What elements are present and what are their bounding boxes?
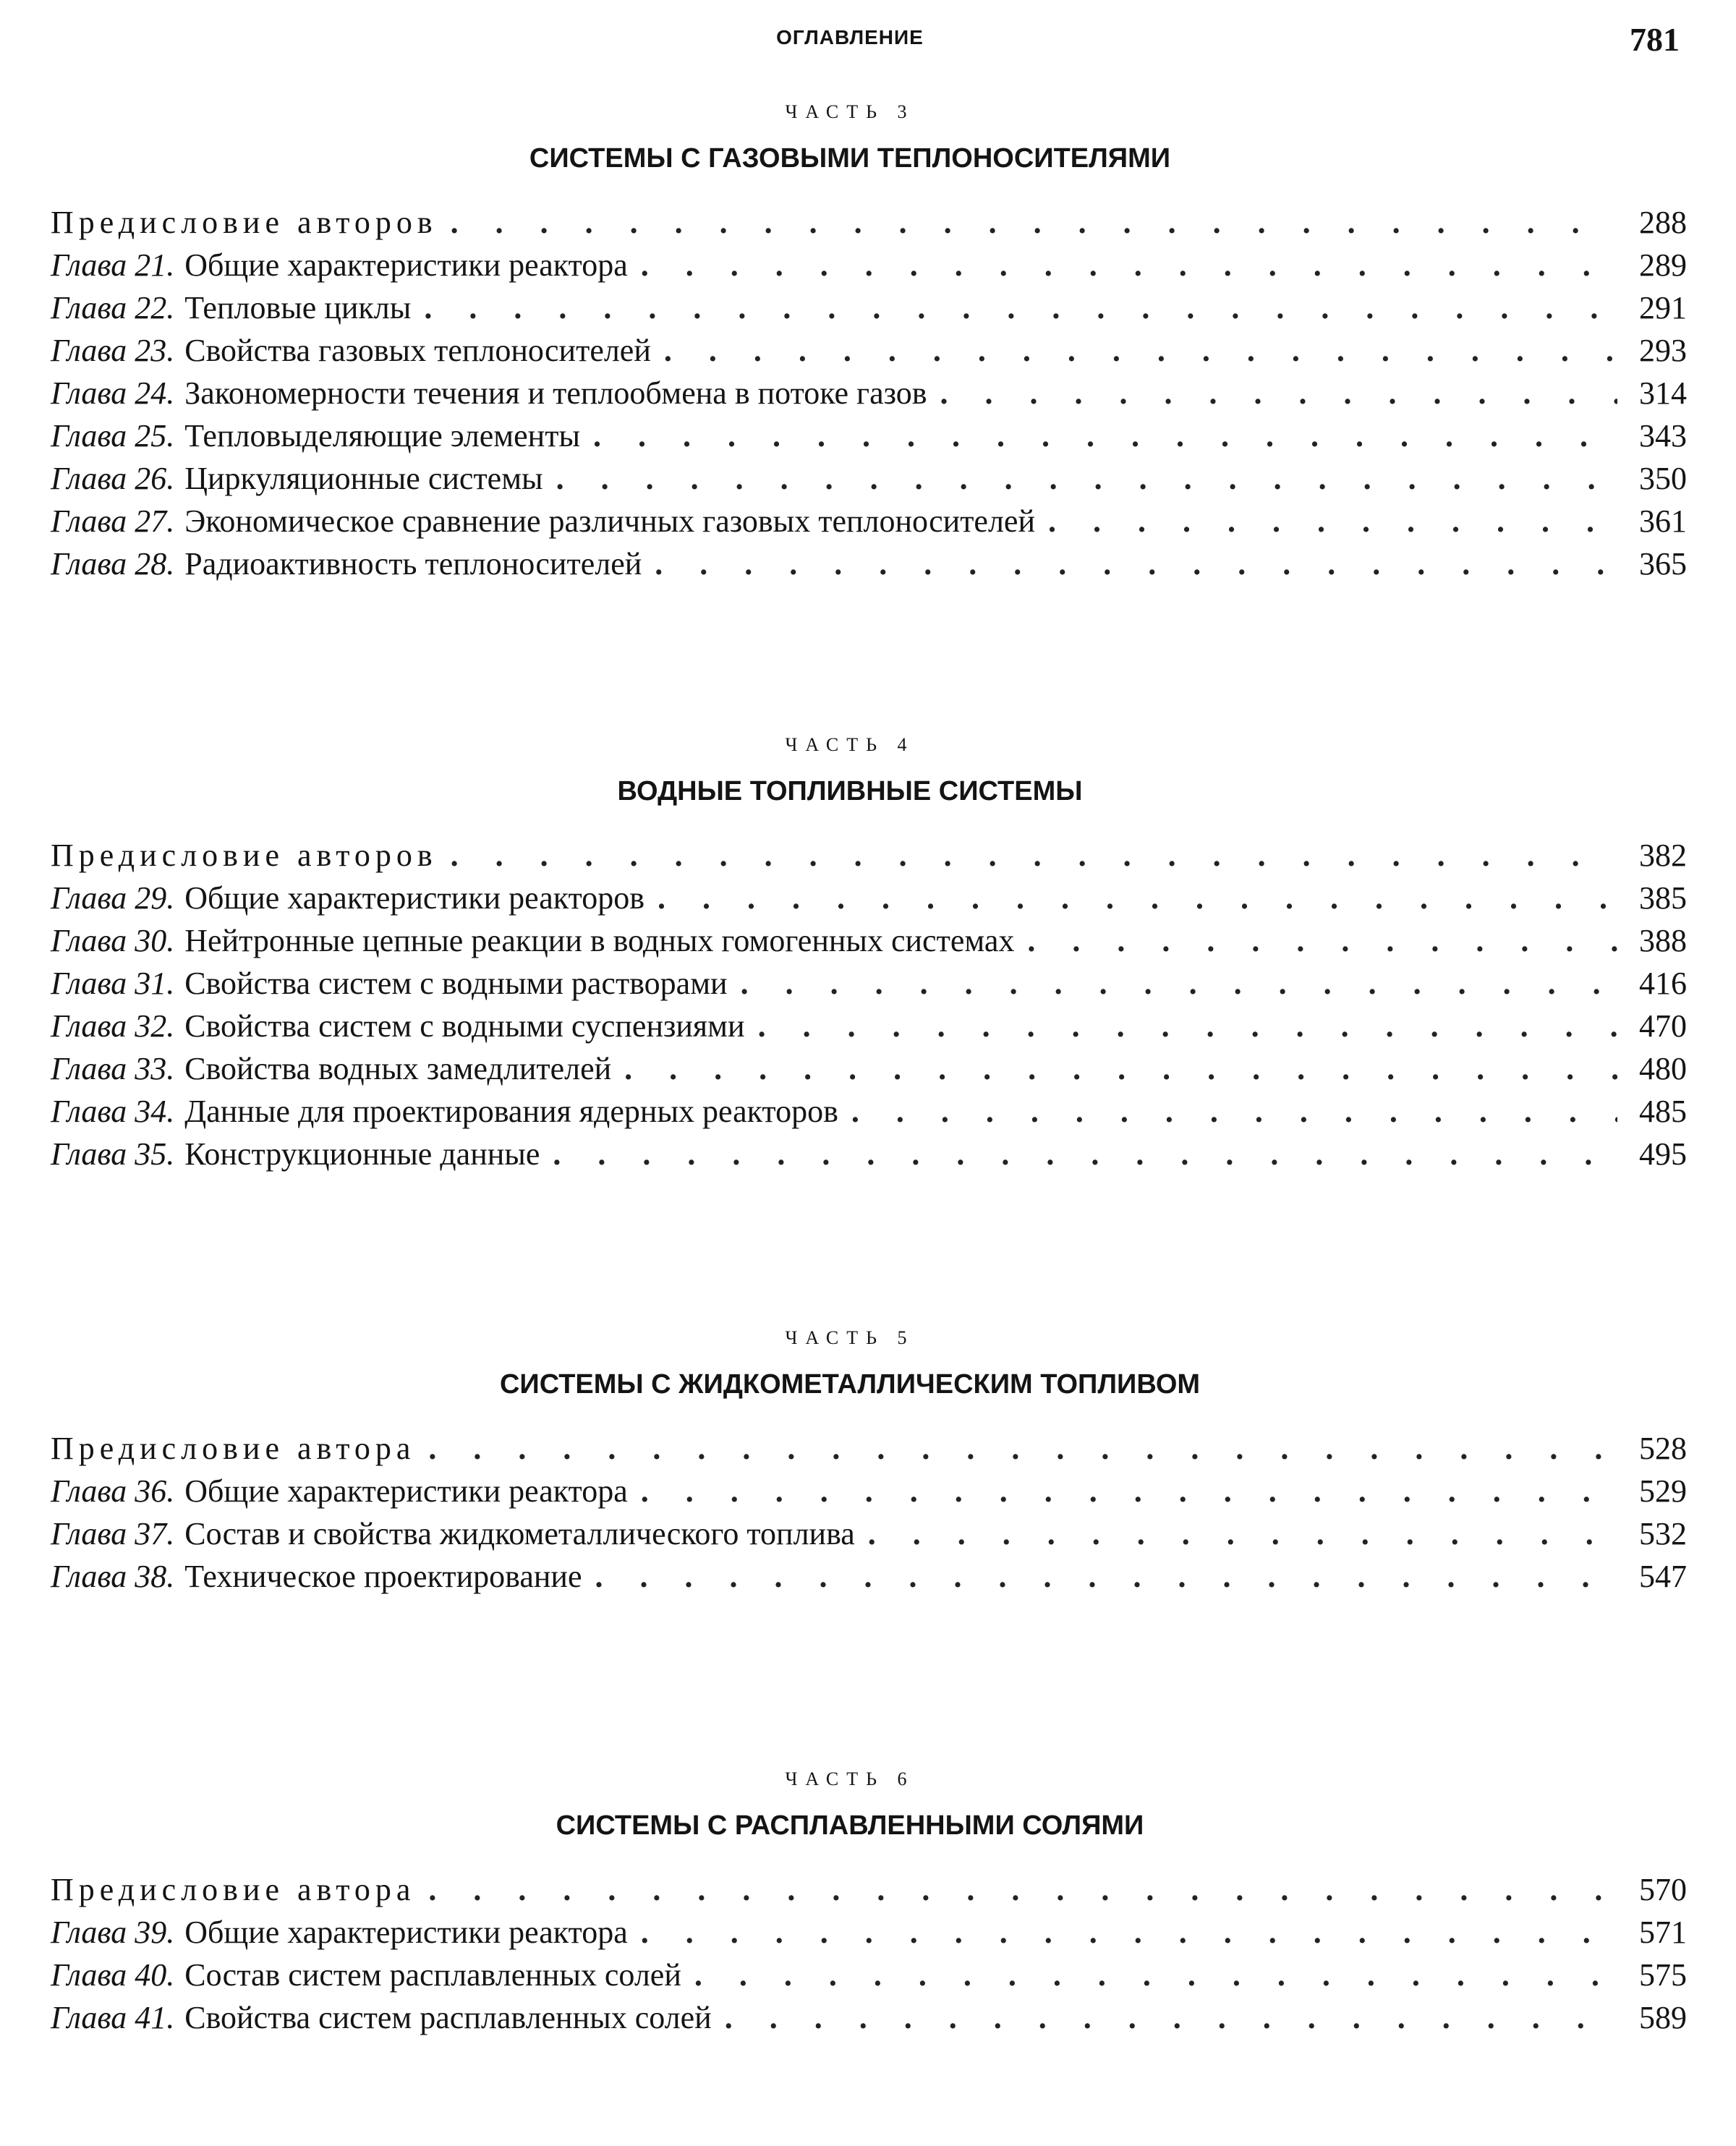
page-ref: 547 (1639, 1559, 1687, 1594)
running-head: ОГЛАВЛЕНИЕ (776, 26, 924, 48)
part-title: СИСТЕМЫ С ГАЗОВЫМИ ТЕПЛОНОСИТЕЛЯМИ (529, 143, 1171, 174)
toc-entry-chapter[interactable] (51, 542, 1687, 585)
chapter-label: Глава 27. (51, 503, 175, 539)
toc-entry-chapter[interactable] (51, 500, 1687, 542)
chapter-label: Глава 26. (51, 461, 175, 496)
chapter-title: Свойства систем с водными суспензиями (184, 1008, 745, 1044)
chapter-label: Глава 33. (51, 1051, 175, 1086)
page-ref: 571 (1639, 1915, 1687, 1950)
dot-leader (1027, 919, 1617, 962)
page-ref: 480 (1639, 1051, 1687, 1086)
dot-leader (1048, 500, 1617, 542)
chapter-title: Техническое проектирование (184, 1559, 582, 1594)
preface-title: Предисловие автора (51, 1872, 416, 1907)
chapter-label: Глава 25. (51, 418, 175, 454)
chapter-title: Общие характеристики реактора (184, 247, 628, 283)
page-ref: 532 (1639, 1516, 1687, 1551)
toc-entry-chapter[interactable] (51, 1954, 1687, 1996)
dot-leader (641, 1470, 1617, 1512)
page-ref: 289 (1639, 247, 1687, 283)
chapter-label: Глава 35. (51, 1136, 175, 1172)
chapter-label: Глава 30. (51, 923, 175, 958)
page-ref: 293 (1639, 333, 1687, 368)
chapter-title: Общие характеристики реакторов (184, 880, 644, 916)
dot-leader (655, 542, 1617, 585)
toc-list (51, 1868, 1687, 2039)
toc-entry-chapter[interactable] (51, 1512, 1687, 1555)
toc-entry-chapter[interactable] (51, 1090, 1687, 1133)
dot-leader (624, 1047, 1617, 1090)
chapter-label: Глава 38. (51, 1559, 175, 1594)
part-label: ЧАСТЬ 5 (785, 1327, 915, 1348)
dot-leader (553, 1133, 1617, 1175)
chapter-label: Глава 24. (51, 375, 175, 411)
page-ref: 343 (1639, 418, 1687, 454)
chapter-title: Свойства систем с водными растворами (184, 966, 728, 1001)
chapter-label: Глава 21. (51, 247, 175, 283)
toc-entry-chapter[interactable] (51, 1133, 1687, 1175)
dot-leader (741, 962, 1617, 1005)
chapter-title: Свойства систем расплавленных солей (184, 2000, 712, 2035)
page-number: 781 (1630, 21, 1680, 58)
chapter-label: Глава 39. (51, 1915, 175, 1950)
dot-leader (940, 372, 1617, 414)
chapter-title: Нейтронные цепные реакции в водных гомогенных системах (184, 923, 1015, 958)
page-ref: 291 (1639, 290, 1687, 325)
dot-leader (664, 329, 1617, 372)
dot-leader (428, 1427, 1617, 1470)
page-ref: 589 (1639, 2000, 1687, 2035)
part-label: ЧАСТЬ 6 (785, 1768, 915, 1789)
dot-leader (593, 414, 1617, 457)
page-ref: 361 (1639, 503, 1687, 539)
chapter-title: Данные для проектирования ядерных реакторов (184, 1094, 838, 1129)
preface-title: Предисловие авторов (51, 205, 438, 240)
chapter-label: Глава 41. (51, 2000, 175, 2035)
page-ref: 495 (1639, 1136, 1687, 1172)
toc-entry-chapter[interactable] (51, 919, 1687, 962)
toc-entry-chapter[interactable] (51, 286, 1687, 329)
page-ref: 528 (1639, 1431, 1687, 1466)
preface-title: Предисловие авторов (51, 838, 438, 873)
dot-leader (451, 834, 1617, 877)
chapter-title: Состав и свойства жидкометаллического топлива (184, 1516, 855, 1551)
toc-entry-chapter[interactable] (51, 1047, 1687, 1090)
chapter-label: Глава 31. (51, 966, 175, 1001)
chapter-title: Тепловыделяющие элементы (184, 418, 581, 454)
chapter-title: Свойства водных замедлителей (184, 1051, 612, 1086)
toc-entry-preface[interactable] (51, 1427, 1687, 1470)
toc-entry-chapter[interactable] (51, 1555, 1687, 1598)
toc-entry-chapter[interactable] (51, 244, 1687, 286)
dot-leader (725, 1996, 1617, 2039)
page-ref: 382 (1639, 838, 1687, 873)
chapter-title: Состав систем расплавленных солей (184, 1957, 681, 1993)
part-label: ЧАСТЬ 4 (785, 734, 915, 755)
chapter-title: Конструкционные данные (184, 1136, 540, 1172)
toc-entry-chapter[interactable] (51, 1470, 1687, 1512)
toc-entry-chapter[interactable] (51, 962, 1687, 1005)
page-header (0, 20, 1736, 78)
dot-leader (428, 1868, 1617, 1911)
toc-entry-chapter[interactable] (51, 457, 1687, 500)
chapter-label: Глава 36. (51, 1473, 175, 1509)
toc-entry-chapter[interactable] (51, 329, 1687, 372)
part-title: СИСТЕМЫ С РАСПЛАВЛЕННЫМИ СОЛЯМИ (556, 1810, 1144, 1841)
dot-leader (424, 286, 1617, 329)
page-ref: 388 (1639, 923, 1687, 958)
toc-list (51, 1427, 1687, 1598)
chapter-label: Глава 40. (51, 1957, 175, 1993)
page-ref: 485 (1639, 1094, 1687, 1129)
page-ref: 365 (1639, 546, 1687, 582)
toc-list (51, 201, 1687, 585)
chapter-label: Глава 29. (51, 880, 175, 916)
dot-leader (658, 877, 1617, 919)
chapter-label: Глава 23. (51, 333, 175, 368)
chapter-label: Глава 22. (51, 290, 175, 325)
dot-leader (758, 1005, 1617, 1047)
toc-entry-preface[interactable] (51, 1868, 1687, 1911)
chapter-title: Общие характеристики реактора (184, 1473, 628, 1509)
dot-leader (595, 1555, 1618, 1598)
chapter-label: Глава 34. (51, 1094, 175, 1129)
chapter-title: Свойства газовых теплоносителей (184, 333, 651, 368)
dot-leader (868, 1512, 1617, 1555)
toc-entry-chapter[interactable] (51, 1911, 1687, 1954)
page-ref: 385 (1639, 880, 1687, 916)
chapter-title: Общие характеристики реактора (184, 1915, 628, 1950)
toc-entry-preface[interactable] (51, 834, 1687, 877)
chapter-title: Радиоактивность теплоносителей (184, 546, 642, 582)
chapter-title: Экономическое сравнение различных газовых теплоносителей (184, 503, 1035, 539)
preface-title: Предисловие автора (51, 1431, 416, 1466)
part-label: ЧАСТЬ 3 (785, 101, 915, 122)
page-ref: 350 (1639, 461, 1687, 496)
toc-entry-chapter[interactable] (51, 1996, 1687, 2039)
chapter-title: Закономерности течения и теплообмена в потоке газов (184, 375, 927, 411)
page-ref: 314 (1639, 375, 1687, 411)
dot-leader (641, 244, 1617, 286)
toc-entry-chapter[interactable] (51, 372, 1687, 414)
chapter-label: Глава 28. (51, 546, 175, 582)
page-ref: 470 (1639, 1008, 1687, 1044)
chapter-title: Циркуляционные системы (184, 461, 543, 496)
chapter-label: Глава 32. (51, 1008, 175, 1044)
page-ref: 575 (1639, 1957, 1687, 1993)
toc-entry-chapter[interactable] (51, 877, 1687, 919)
dot-leader (556, 457, 1617, 500)
dot-leader (451, 201, 1617, 244)
dot-leader (851, 1090, 1617, 1133)
toc-entry-preface[interactable] (51, 201, 1687, 244)
chapter-label: Глава 37. (51, 1516, 175, 1551)
toc-list (51, 834, 1687, 1175)
toc-entry-chapter[interactable] (51, 1005, 1687, 1047)
toc-entry-chapter[interactable] (51, 414, 1687, 457)
page-ref: 288 (1639, 205, 1687, 240)
page-ref: 570 (1639, 1872, 1687, 1907)
part-title: ВОДНЫЕ ТОПЛИВНЫЕ СИСТЕМЫ (617, 776, 1083, 806)
chapter-title: Тепловые циклы (184, 290, 412, 325)
page-ref: 529 (1639, 1473, 1687, 1509)
dot-leader (694, 1954, 1617, 1996)
dot-leader (641, 1911, 1617, 1954)
part-title: СИСТЕМЫ С ЖИДКОМЕТАЛЛИЧЕСКИМ ТОПЛИВОМ (499, 1369, 1201, 1400)
page-ref: 416 (1639, 966, 1687, 1001)
